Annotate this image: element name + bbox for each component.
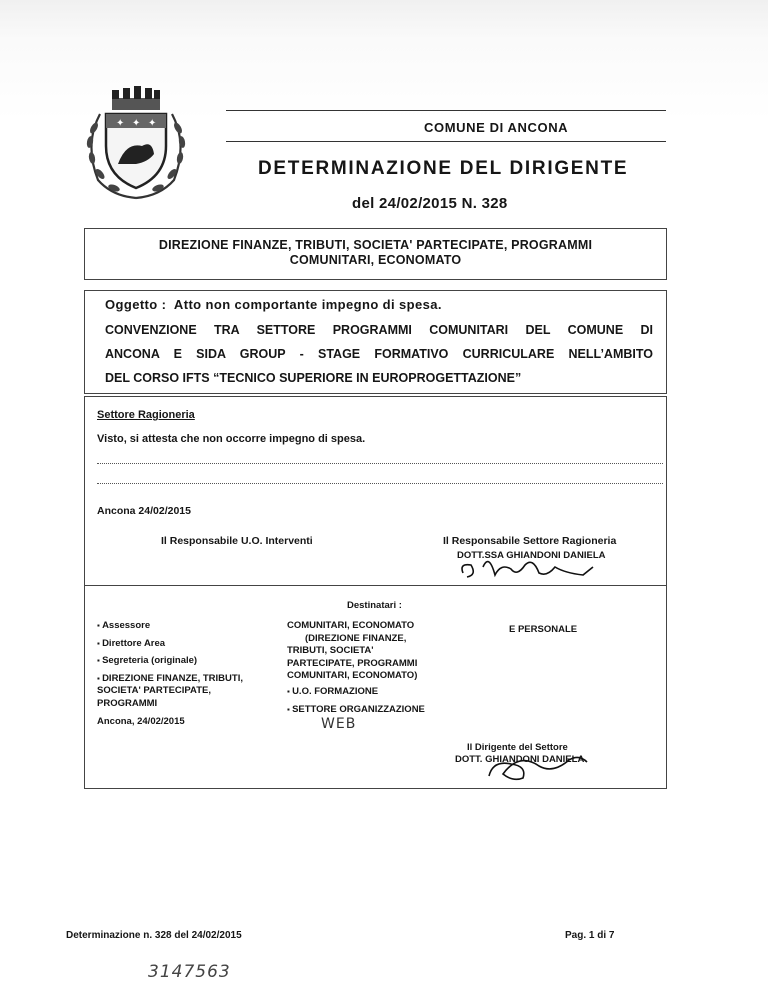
subject-box	[84, 290, 667, 394]
accounting-statement: Visto, si attesta che non occorre impegno di spesa.	[97, 433, 366, 445]
handwritten-signature	[455, 543, 605, 581]
document-date-number: del 24/02/2015 N. 328	[352, 195, 508, 212]
recipients-list-middle	[287, 620, 467, 683]
list-item: ▪ SETTORE ORGANIZZAZIONE	[287, 704, 487, 717]
subject-line-3: DEL CORSO IFTS “TECNICO SUPERIORE IN EUROPROGETTAZIONE”	[105, 371, 522, 385]
recipients-title: Destinatari :	[347, 600, 402, 611]
svg-text:✦: ✦	[132, 118, 141, 129]
recipients-right-text: E PERSONALE	[509, 624, 578, 635]
right-signer-name: DOTT.SSA GHIANDONI DANIELA	[457, 550, 606, 561]
recipients-list-left	[97, 620, 267, 715]
document-title: DETERMINAZIONE DEL DIRIGENTE	[258, 158, 629, 179]
subject-text: Atto non comportante impegno di spesa.	[173, 297, 442, 312]
department-box	[84, 228, 667, 280]
department-line-2: COMUNITARI, ECONOMATO	[289, 253, 462, 267]
list-item: COMUNITARI, ECONOMATO)	[287, 670, 418, 681]
list-item: COMUNITARI, ECONOMATO	[287, 620, 415, 631]
accounting-title: Settore Ragioneria	[97, 409, 195, 421]
coat-of-arms-icon	[82, 84, 190, 202]
header-rule-top	[226, 110, 666, 111]
recipients-list-middle-bullets	[287, 686, 487, 721]
dotted-line	[97, 463, 663, 464]
accounting-box	[84, 396, 667, 586]
left-signer-title: Il Responsabile U.O. Interventi	[161, 535, 313, 547]
handwritten-number: 3147563	[148, 962, 231, 982]
dotted-line	[97, 483, 663, 484]
subject-line-1: CONVENZIONE TRA SETTORE PROGRAMMI COMUNITARI DEL COMUNE DI	[105, 323, 653, 337]
list-item: PARTECIPATE, PROGRAMMI	[287, 657, 418, 669]
list-item: ▪ Direttore Area	[97, 638, 267, 651]
department-name	[85, 238, 666, 268]
page-number: Pag. 1 di 7	[565, 930, 615, 941]
svg-text:✦: ✦	[116, 118, 125, 129]
svg-text:✦: ✦	[148, 118, 157, 129]
director-title: Il Dirigente del Settore	[467, 742, 568, 753]
right-signer-title: Il Responsabile Settore Ragioneria	[443, 535, 617, 547]
municipality-name: COMUNE DI ANCONA	[424, 120, 569, 135]
list-item: ▪ Assessore	[97, 620, 267, 633]
subject-label: Oggetto :	[105, 297, 167, 312]
handwritten-note: WEB	[321, 716, 357, 732]
recipients-place-date: Ancona, 24/02/2015	[97, 716, 185, 727]
list-item: (DIREZIONE FINANZE,	[305, 632, 407, 644]
recipients-box	[84, 585, 667, 789]
subject-heading	[105, 297, 442, 312]
department-line-1: DIREZIONE FINANZE, TRIBUTI, SOCIETA' PARTECIPATE, PROGRAMMI	[158, 238, 593, 252]
accounting-place-date: Ancona 24/02/2015	[97, 505, 191, 517]
footer-document-ref: Determinazione n. 328 del 24/02/2015	[66, 930, 242, 941]
list-item: TRIBUTI, SOCIETA'	[287, 645, 374, 656]
director-name: DOTT. GHIANDONI DANIELA	[455, 754, 585, 765]
header-rule-bottom	[226, 141, 666, 142]
list-item: ▪ Segreteria (originale)	[97, 655, 267, 668]
subject-line-2: ANCONA E SIDA GROUP - STAGE FORMATIVO CURRICULARE NELL’AMBITO	[105, 347, 653, 361]
list-item: ▪ U.O. FORMAZIONE	[287, 686, 487, 699]
handwritten-signature	[483, 746, 603, 782]
list-item: ▪ DIREZIONE FINANZE, TRIBUTI, SOCIETA' PARTECIPATE, PROGRAMMI	[97, 673, 267, 711]
